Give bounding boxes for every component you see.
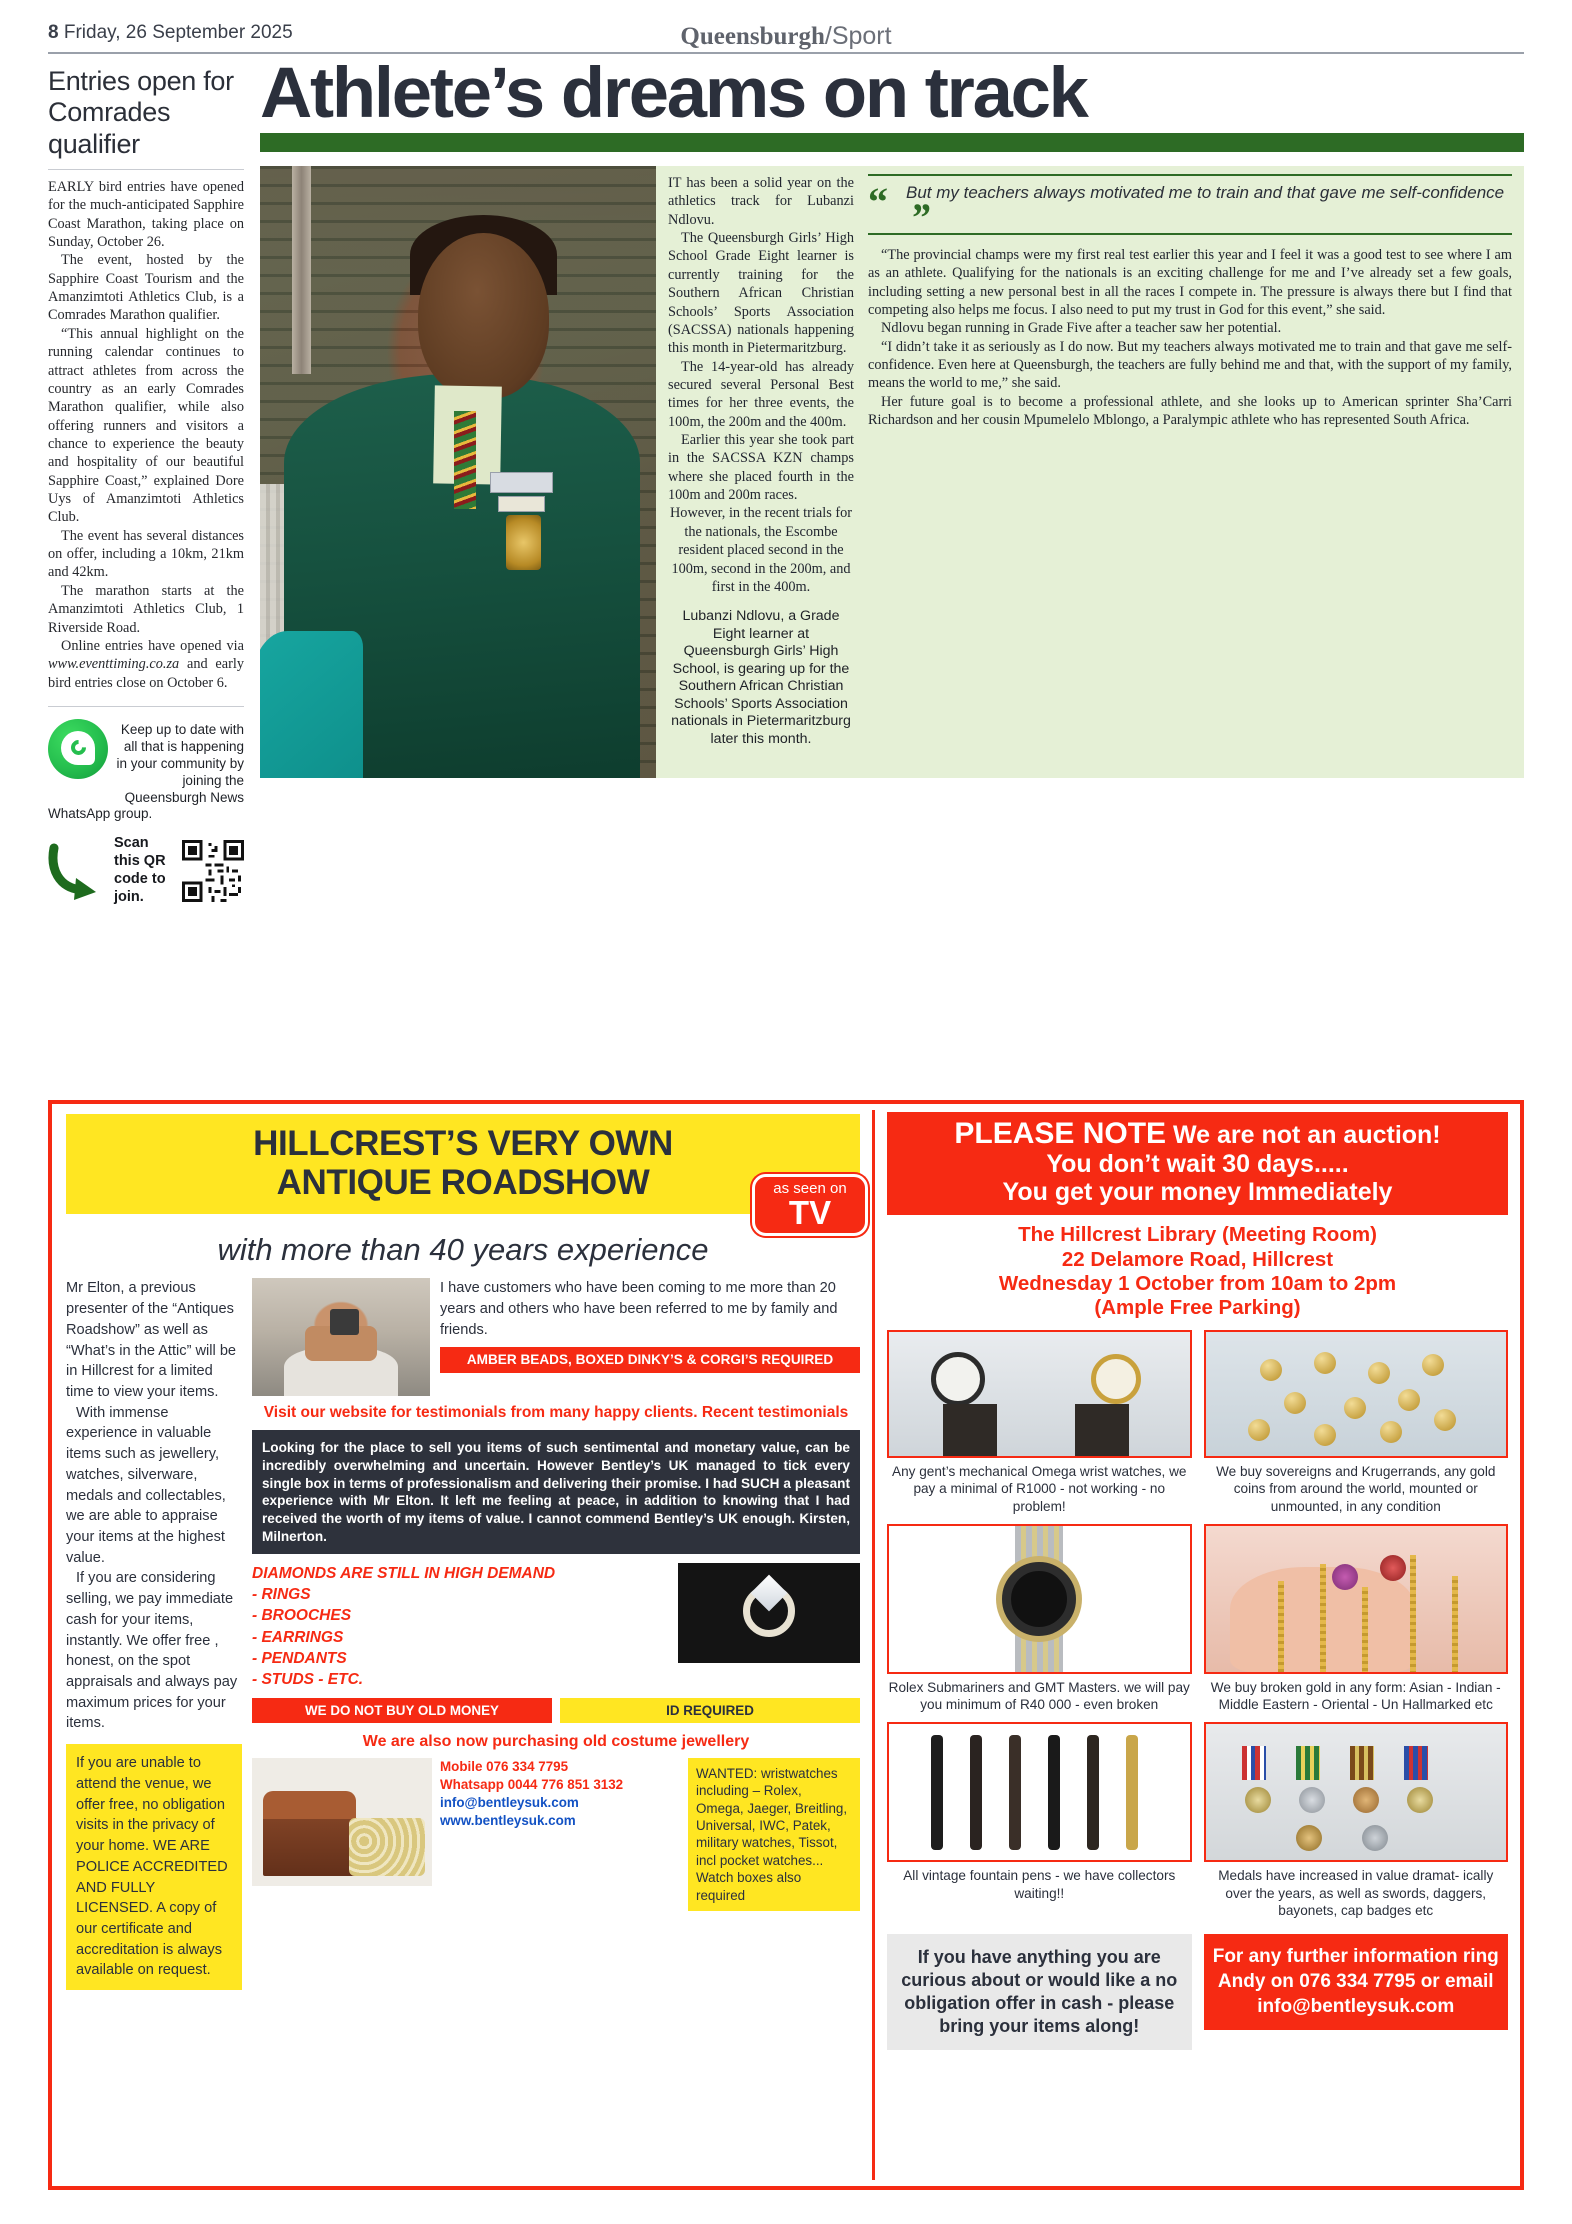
article-paragraph: Ndlovu began running in Grade Five after a teacher saw her potential. xyxy=(881,320,1282,337)
whatsapp-promo xyxy=(48,719,244,806)
article-paragraph: Earlier this year she took part in the SACSSA KZN champs where she placed fourth in the 100m and 200m races. xyxy=(668,432,854,504)
advertisement xyxy=(48,1100,1524,2190)
contact-website[interactable]: www.bentleysuk.com xyxy=(440,1812,576,1828)
quote-open-icon: “ xyxy=(868,179,888,224)
whatsapp-icon xyxy=(48,719,108,779)
article-text-panel xyxy=(656,166,1524,778)
curious-items-box: If you have anything you are curious about or would like a no obligation offer in cash - please bring your items along! xyxy=(887,1934,1192,2050)
sidebar-paragraph: The event, hosted by the Sapphire Coast Tourism and the Amanzimtoti Athletics Club, is a Comrades Marathon qualifier. xyxy=(48,252,244,324)
page-number: 8 xyxy=(48,22,59,43)
sidebar-paragraph: The marathon starts at the Amanzimtoti Athletics Club, 1 Riverside Road. xyxy=(48,582,244,636)
publication-date: Friday, 26 September 2025 xyxy=(63,22,293,43)
diamond-ring-photo xyxy=(678,1563,860,1663)
amber-beads-band: AMBER BEADS, BOXED DINKY’S & CORGI’S REQUIRED xyxy=(440,1347,860,1373)
advert-heading-line2: ANTIQUE ROADSHOW xyxy=(276,1163,650,1203)
sidebar-headline: Entries open for Comrades qualifier xyxy=(48,66,234,159)
scan-qr-text: Scan this QR code to join. xyxy=(114,835,166,905)
item-caption: We buy sovereigns and Krugerrands, any gold coins from around the world, mounted or unmounted, in any condition xyxy=(1216,1464,1496,1514)
item-caption: All vintage fountain pens - we have collectors waiting!! xyxy=(903,1868,1176,1901)
id-required-tag: ID REQUIRED xyxy=(560,1698,860,1723)
contact-whatsapp[interactable]: Whatsapp 0044 776 851 3132 xyxy=(440,1776,624,1792)
sidebar-paragraph-online xyxy=(48,637,244,692)
sidebar-rule xyxy=(48,169,244,170)
main-photo xyxy=(260,166,656,778)
diamonds-heading: DIAMONDS ARE STILL IN HIGH DEMAND xyxy=(252,1565,556,1583)
advert-heading-band xyxy=(66,1114,860,1232)
qr-row xyxy=(48,835,244,907)
costume-jewellery-heading: We are also now purchasing old costume jewellery xyxy=(362,1732,750,1750)
please-note-lead: PLEASE NOTE xyxy=(954,1117,1167,1150)
sidebar-paragraph: EARLY bird entries have opened for the much-anticipated Sapphire Coast Marathon, taking place on Sunday, October 26. xyxy=(48,178,244,251)
article-column-two xyxy=(868,174,1512,778)
masthead-title-bold: Queensburgh xyxy=(680,23,825,50)
contact-mobile[interactable]: Mobile 076 334 7795 xyxy=(440,1758,569,1774)
whatsapp-promo-text: Keep up to date with all that is happening in your community by joining the Queensburgh News xyxy=(116,722,244,805)
masthead-title xyxy=(48,22,1524,51)
main-headline: Athlete’s dreams on track xyxy=(260,54,1087,133)
online-url: www.eventtiming.co.za xyxy=(48,656,180,673)
rolex-submariner-photo xyxy=(887,1524,1192,1674)
please-note-line3: You get your money Immediately xyxy=(1002,1178,1393,1207)
online-lead: Online entries have opened via xyxy=(61,637,244,654)
article-column-one xyxy=(668,174,854,778)
advert-subheading: with more than 40 years experience xyxy=(217,1232,709,1268)
article-paragraph: The Queensburgh Girls’ High School Grade Eight learner is currently training for the Southern African Christian Schools’ Sports Association (SACSSA) nationals happening this month in Pietermaritzburg. xyxy=(668,230,854,357)
item-caption: Rolex Submariners and GMT Masters. we will pay you minimum of R40 000 - even broken xyxy=(888,1679,1190,1713)
antique-chest-photo xyxy=(252,1758,432,1886)
advert-contact-block xyxy=(440,1758,680,1911)
masthead-title-section: Sport xyxy=(831,22,892,50)
wanted-watches-box: WANTED: wristwatches including – Rolex, Omega, Jaeger, Breitling, Universal, IWC, Patek, military watches, Tissot, incl pocket watches... Watch boxes also required xyxy=(688,1758,860,1911)
diamonds-item: - PENDANTS xyxy=(252,1649,347,1667)
advert-home-visit-note: If you are unable to attend the venue, we offer free, no obligation visits in the privacy of your home. WE ARE POLICE ACCREDITED AND FULLY LICENSED. A copy of our certificate and accreditation is always available on request. xyxy=(66,1744,242,1990)
gold-coins-photo xyxy=(1204,1330,1509,1458)
venue-details: The Hillcrest Library (Meeting Room) 22 Delamore Road, Hillcrest Wednesday 1 October from 10am to 2pm (Ample Free Parking) xyxy=(998,1223,1397,1319)
advert-heading-line1: HILLCREST’S VERY OWN xyxy=(253,1124,673,1163)
article-paragraph: “The provincial champs were my first real test earlier this year and I feel it was a good test to see where I am as an athlete. Qualifying for the nationals is an exciting challenge for me and I’ve already set a few goals, including setting a new personal best in all the races I compete in. The pressure is always there but I find that competing also helps me focus. I also need to put my trust in God for this event,” she said. xyxy=(868,246,1512,318)
please-note-rest: We are not an auction! xyxy=(1166,1121,1441,1149)
final-contact-box: For any further information ring Andy on 076 334 7795 or email info@bentleysuk.com xyxy=(1204,1934,1509,2030)
article-paragraph: The 14-year-old has already secured several Personal Best times for her three events, the 100m, the 200m and the 400m. xyxy=(668,358,854,430)
qr-code[interactable] xyxy=(182,840,244,902)
article-region xyxy=(48,54,1524,905)
item-caption: We buy broken gold in any form: Asian - Indian - Middle Eastern - Oriental - Un Hallmarked etc xyxy=(1210,1679,1501,1713)
masthead-title-sep: / xyxy=(824,22,832,50)
tv-badge-top: as seen on xyxy=(773,1180,847,1198)
sidebar-paragraph: “This annual highlight on the running calendar continues to attract athletes from across the country as an early Comrades Marathon qualifier, while also offering runners and visitors a chance to experience the beauty and hospitality of our beautiful Sapphire Coast,” explained Dore Uys of Amanzimtoti Athletics Club. xyxy=(48,325,244,526)
pull-quote-text: But my teachers always motivated me to train and that gave me self-confidence xyxy=(906,183,1505,202)
pull-quote: “ But my teachers always motivated me to train and that gave me self-confidence” xyxy=(868,174,1512,235)
broken-gold-photo xyxy=(1204,1524,1509,1674)
item-caption: Any gent’s mechanical Omega wrist watches, we pay a minimal of R1000 - not working - no problem! xyxy=(892,1464,1187,1514)
diamonds-block xyxy=(252,1563,668,1689)
whatsapp-rule xyxy=(48,706,244,707)
article-paragraph: However, in the recent trials for the nationals, the Escombe resident placed second in the 100m, second in the 200m, and first in the 400m. xyxy=(669,505,853,595)
advert-main-column xyxy=(252,1278,860,1990)
main-headline-block xyxy=(260,54,1524,152)
tv-badge-bottom: TV xyxy=(788,1194,832,1232)
item-caption: Medals have increased in value dramat- ically over the years, as well as swords, daggers, bayonets, cap badges etc xyxy=(1218,1868,1494,1918)
masthead xyxy=(48,0,1524,50)
sidebar-story xyxy=(48,66,244,907)
diamonds-item: - STUDS - ETC. xyxy=(252,1670,364,1688)
fountain-pens-photo xyxy=(887,1722,1192,1862)
article-paragraph: Her future goal is to become a professional athlete, and she looks up to American sprinter Sha’Carri Richardson and her cousin Mpumelelo Mblongo, a Paralympic athlete who has represented South Africa. xyxy=(868,393,1512,429)
as-seen-on-tv-badge xyxy=(752,1174,868,1236)
medals-photo xyxy=(1204,1722,1509,1862)
please-note-line2: You don’t wait 30 days..... xyxy=(1046,1150,1349,1179)
advert-left-panel xyxy=(52,1104,872,2186)
advert-right-panel xyxy=(875,1104,1520,2186)
photo-caption: Lubanzi Ndlovu, a Grade Eight learner at Queensburgh Girls’ High School, is gearing up for the Southern African Christian Schools’ Sports Association nationals in Pietermaritzburg later this month. xyxy=(671,608,851,747)
article-grid xyxy=(260,166,1524,778)
diamonds-item: - EARRINGS xyxy=(252,1628,344,1646)
article-paragraph: IT has been a solid year on the athletics track for Lubanzi Ndlovu. xyxy=(668,175,854,228)
diamonds-item: - RINGS xyxy=(252,1586,311,1604)
advert-body-column xyxy=(66,1278,242,1990)
advert-body-paragraph: Mr Elton, a previous presenter of the “Antiques Roadshow” as well as “What’s in the Attic” will be in Hillcrest for a limited time to view your items. xyxy=(66,1280,237,1400)
diamonds-item: - BROOCHES xyxy=(252,1607,352,1625)
sidebar-paragraph: The event has several distances on offer, including a 10km, 21km and 42km. xyxy=(48,527,244,581)
no-old-money-tag: WE DO NOT BUY OLD MONEY xyxy=(252,1698,552,1723)
whatsapp-promo-tail: WhatsApp group. xyxy=(48,806,153,821)
curved-arrow-icon xyxy=(48,842,108,900)
contact-email[interactable]: info@bentleysuk.com xyxy=(440,1794,579,1810)
advert-body-paragraph: With immense experience in valuable items such as jewellery, watches, silverware, medals and collectables, we are able to appraise your items at the highest value. xyxy=(66,1404,226,1566)
online-tail: and early bird entries close on October 6. xyxy=(48,656,244,691)
please-note-banner xyxy=(887,1112,1508,1215)
omega-watches-photo xyxy=(887,1330,1192,1458)
headline-green-bar xyxy=(260,133,1524,152)
article-paragraph: “I didn’t take it as seriously as I do now. But my teachers always motivated me to train and that gave me self-confidence. Even here at Queensburgh, the teachers are fully behind me and that, with the support of my family, means the world to me,” she said. xyxy=(868,338,1512,392)
advert-body-paragraph: If you are considering selling, we pay immediate cash for your items, instantly. We offer free , honest, on the spot appraisals and always pay maximum prices for your items. xyxy=(66,1570,238,1732)
mr-elton-photo xyxy=(252,1278,430,1396)
advert-customers-text: I have customers who have been coming to me more than 20 years and others who have been referred to me by family and friends. xyxy=(440,1280,838,1338)
customer-testimonial: Looking for the place to sell you items of such sentimental and monetary value, can be incredibly overwhelming and uncertain. However Bentley’s UK managed to tick every single box in terms of professionalism and delivering their promise. I had SUCH a pleasant experience with Mr Elton. It left me feeling at peace, in addition to knowing that I had received the worth of my items of value. I cannot commend Bentley’s UK enough. Kirsten, Milnerton. xyxy=(252,1430,860,1554)
advert-website-headline: Visit our website for testimonials from many happy clients. Recent testimonials xyxy=(263,1404,849,1422)
sidebar-body xyxy=(48,178,244,692)
